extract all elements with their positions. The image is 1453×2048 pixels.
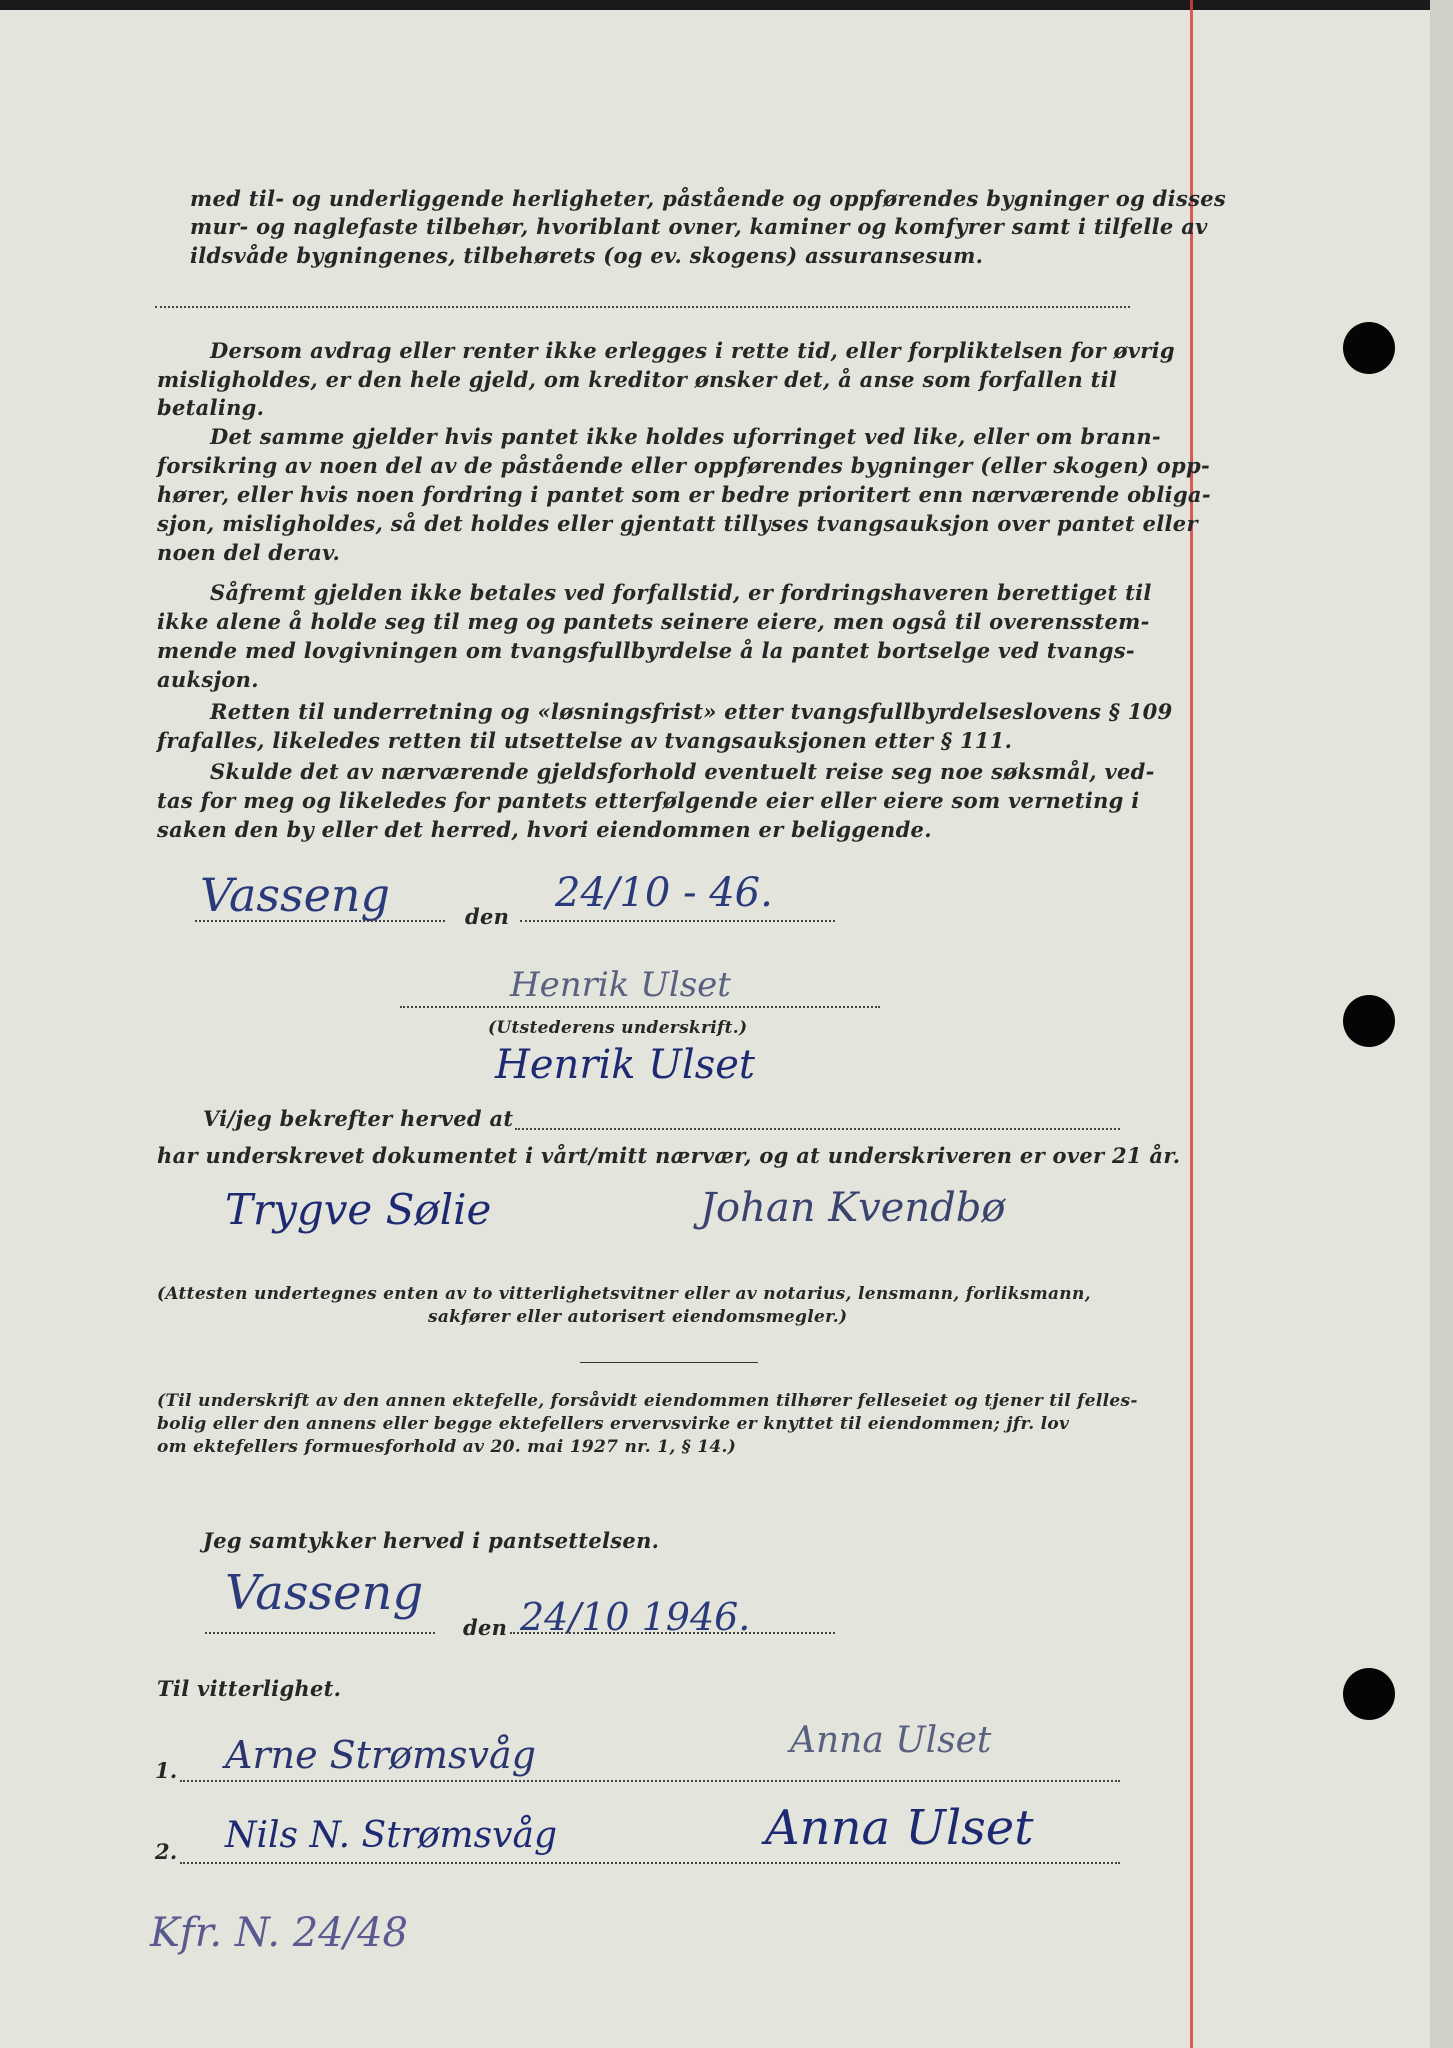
attest-note-line: sakfører eller autorisert eiendomsmegler.) bbox=[428, 1307, 848, 1327]
issuer-signature-2: Henrik Ulset bbox=[495, 1042, 755, 1088]
text-line: tas for meg og likeledes for pantets etterfølgende eier eller eiere som verneting i bbox=[157, 788, 1140, 813]
text-line: sjon, misligholdes, så det holdes eller gjentatt tillyses tvangsauksjon over pantet eller bbox=[157, 511, 1198, 536]
witness-number: 1. bbox=[155, 1758, 178, 1783]
text-line: mur- og naglefaste tilbehør, hvoriblant ovner, kaminer og komfyrer samt i tilfelle av bbox=[190, 214, 1208, 239]
scan-top-edge bbox=[0, 0, 1453, 10]
section-divider bbox=[580, 1362, 758, 1363]
text-line: Skulde det av nærværende gjeldsforhold eventuelt reise seg noe søksmål, ved- bbox=[210, 759, 1155, 784]
date-dotted-line bbox=[520, 920, 835, 922]
date-dotted-line-2 bbox=[510, 1632, 835, 1634]
text-line: auksjon. bbox=[157, 667, 259, 692]
text-line: Det samme gjelder hvis pantet ikke holdes uforringet ved like, eller om brann- bbox=[210, 424, 1161, 449]
spouse-note-line: om ektefellers formuesforhold av 20. mai 1927 nr. 1, § 14.) bbox=[157, 1437, 737, 1457]
dotted-separator bbox=[155, 306, 1130, 308]
confirm-dotted-line bbox=[515, 1128, 1120, 1130]
spouse-signature-handwritten: Anna Ulset bbox=[765, 1800, 1034, 1856]
spouse-signature-handwritten: Anna Ulset bbox=[790, 1720, 992, 1761]
text-line: ildsvåde bygningenes, tilbehørets (og ev. skogens) assuransesum. bbox=[190, 243, 984, 268]
margin-note-handwritten: Kfr. N. 24/48 bbox=[150, 1910, 408, 1956]
witness-signature-2: Johan Kvendbø bbox=[700, 1185, 1006, 1231]
handwritten-place-2: Vasseng bbox=[225, 1565, 424, 1621]
attest-note-line: (Attesten undertegnes enten av to vitterlighetsvitner eller av notarius, lensmann, forliksmann, bbox=[157, 1284, 1091, 1304]
text-line: misligholdes, er den hele gjeld, om kreditor ønsker det, å anse som forfallen til bbox=[157, 367, 1118, 392]
text-line: mende med lovgivningen om tvangsfullbyrdelse å la pantet bortselge ved tvangs- bbox=[157, 638, 1135, 663]
witness-signature-1: Trygve Sølie bbox=[225, 1185, 492, 1234]
punch-hole-top bbox=[1343, 322, 1395, 374]
text-line: Såfremt gjelden ikke betales ved forfallstid, er fordringshaveren berettiget til bbox=[210, 580, 1152, 605]
text-line: med til- og underliggende herligheter, påstående og oppførendes bygninger og disses bbox=[190, 186, 1226, 211]
issuer-signature: Henrik Ulset bbox=[510, 965, 731, 1005]
handwritten-date: 24/10 - 46. bbox=[555, 870, 773, 916]
text-line: ikke alene å holde seg til meg og pantets seinere eiere, men også til overensstem- bbox=[157, 609, 1150, 634]
witness-number: 2. bbox=[155, 1839, 178, 1864]
witness-heading: Til vitterlighet. bbox=[157, 1676, 342, 1701]
consent-text: Jeg samtykker herved i pantsettelsen. bbox=[203, 1528, 660, 1553]
issuer-label: (Utstederens underskrift.) bbox=[488, 1018, 748, 1038]
spouse-note-line: (Til underskrift av den annen ektefelle, forsåvidt eiendommen tilhører felleseiet og tjener til felles- bbox=[157, 1391, 1138, 1411]
text-line: Dersom avdrag eller renter ikke erlegges i rette tid, eller forpliktelsen for øvrig bbox=[210, 338, 1175, 363]
witness-name-handwritten: Arne Strømsvåg bbox=[225, 1733, 536, 1777]
text-line: frafalles, likeledes retten til utsettelse av tvangsauksjonen etter § 111. bbox=[157, 728, 1013, 753]
handwritten-place: Vasseng bbox=[200, 868, 390, 922]
place-dotted-line bbox=[195, 920, 445, 922]
page-right-edge bbox=[1430, 0, 1453, 2048]
text-line: noen del derav. bbox=[157, 540, 341, 565]
red-margin-line bbox=[1190, 0, 1193, 2048]
place-dotted-line-2 bbox=[205, 1632, 435, 1634]
witness-name-handwritten: Nils N. Strømsvåg bbox=[225, 1815, 557, 1856]
text-line: hører, eller hvis noen fordring i pantet som er bedre prioritert enn nærværende obliga- bbox=[157, 482, 1211, 507]
punch-hole-bottom bbox=[1343, 1668, 1395, 1720]
text-line: Retten til underretning og «løsningsfrist» etter tvangsfullbyrdelseslovens § 109 bbox=[210, 699, 1173, 724]
punch-hole-middle bbox=[1343, 995, 1395, 1047]
den-label-2: den bbox=[463, 1615, 508, 1640]
text-line: betaling. bbox=[157, 395, 265, 420]
confirm-line-2: har underskrevet dokumentet i vårt/mitt nærvær, og at underskriveren er over 21 år. bbox=[157, 1143, 1181, 1168]
witness-dotted-line bbox=[180, 1862, 1120, 1864]
handwritten-date-2: 24/10 1946. bbox=[520, 1595, 751, 1639]
witness-dotted-line bbox=[180, 1780, 1120, 1782]
text-line: saken den by eller det herred, hvori eiendommen er beliggende. bbox=[157, 817, 932, 842]
text-line: forsikring av noen del av de påstående eller oppførendes bygninger (eller skogen) opp- bbox=[157, 453, 1210, 478]
spouse-note-line: bolig eller den annens eller begge ektefellers ervervsvirke er knyttet til eiendommen; jfr. lov bbox=[157, 1414, 1070, 1434]
confirm-line-1: Vi/jeg bekrefter herved at bbox=[203, 1106, 514, 1131]
den-label: den bbox=[465, 904, 510, 929]
signature-dotted-line bbox=[400, 1006, 880, 1008]
